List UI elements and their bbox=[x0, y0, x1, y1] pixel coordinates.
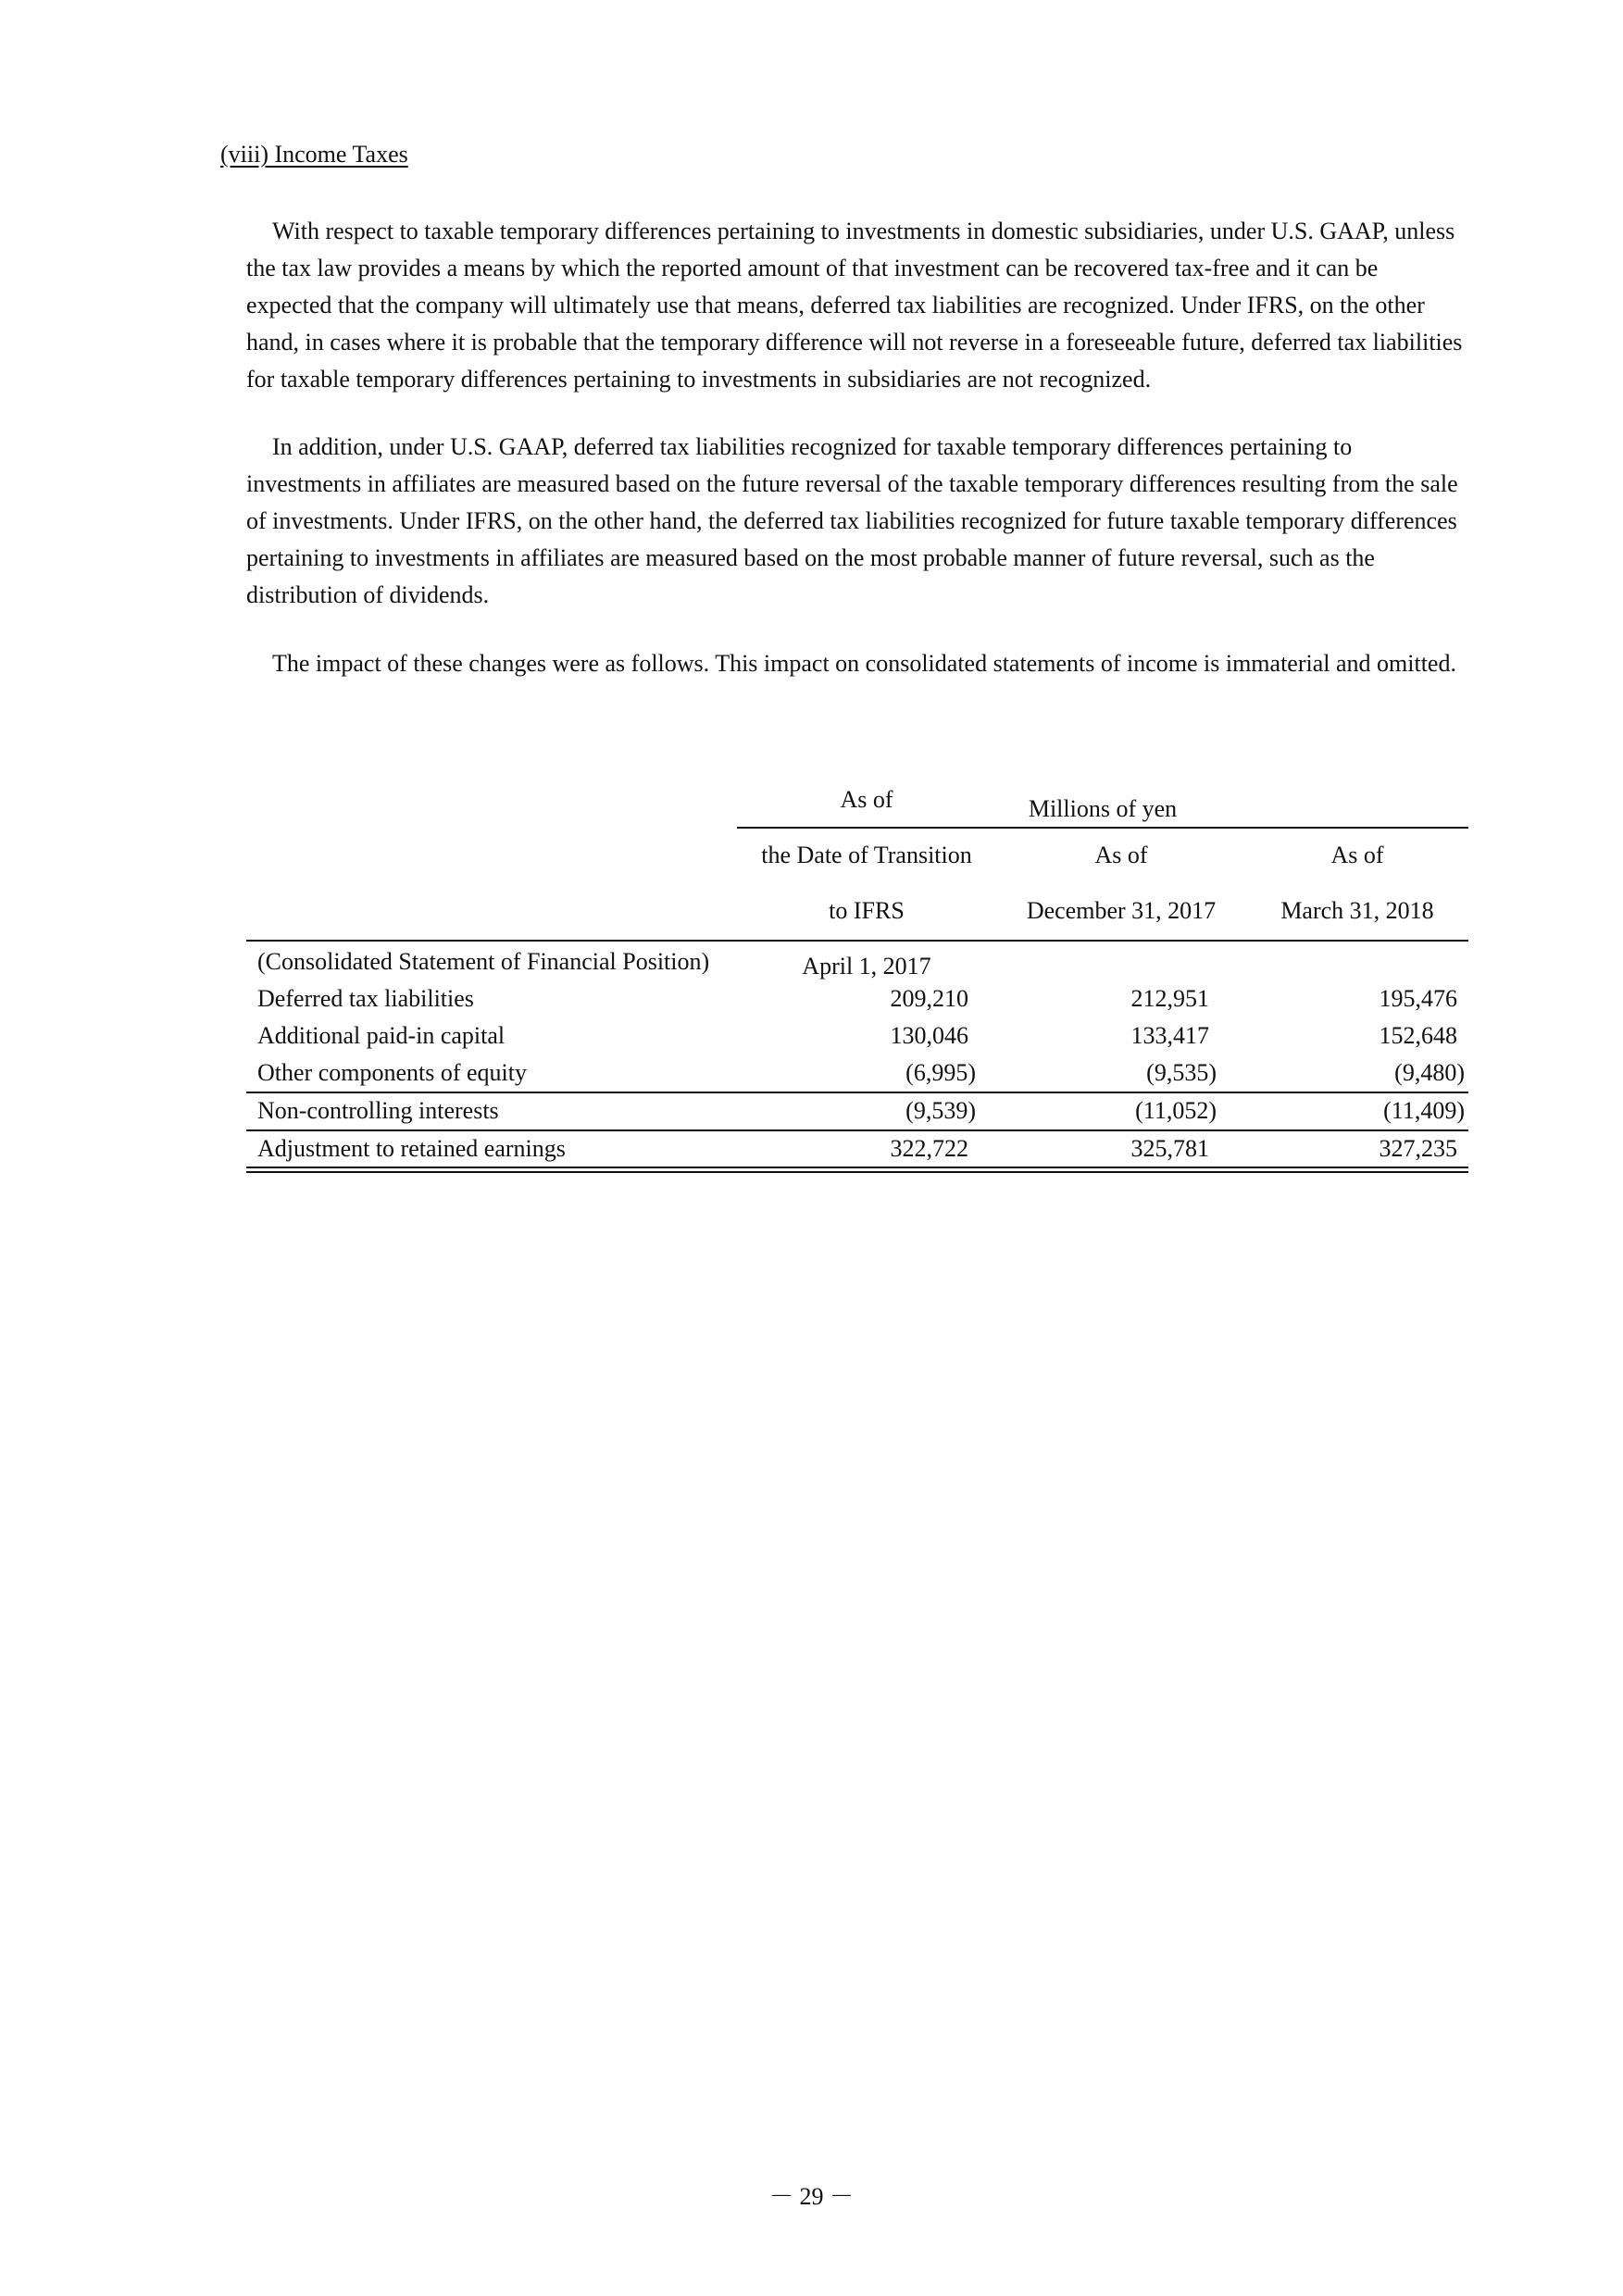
table-row bbox=[246, 1054, 1468, 1092]
row-label: Other components of equity bbox=[257, 1059, 527, 1086]
total-double-rule-bottom bbox=[246, 1171, 1468, 1173]
cell-value: (11,409) bbox=[1383, 1097, 1465, 1124]
paragraph-affiliates: In addition, under U.S. GAAP, deferred tax liabilities recognized for taxable temporary differences pertaining to investments in affiliates are measured based on the future reversal of the taxable temporary differences resulting from the sale of investments. Under IFRS, on the other hand, the deferred tax liabilities recognized for future taxable temporary differences pertaining to investments in affiliates are measured based on the most probable manner of future reversal, such as the distribution of dividends. bbox=[246, 433, 1458, 608]
cell-value: 152,648 bbox=[1379, 1022, 1457, 1049]
cell-value: 209,210 bbox=[890, 985, 968, 1012]
column-header-transition-date bbox=[737, 786, 996, 980]
row-label: Non-controlling interests bbox=[257, 1097, 499, 1124]
column-header-line: December 31, 2017 bbox=[1026, 897, 1217, 924]
table-row bbox=[246, 980, 1468, 1017]
table-section-row bbox=[246, 943, 1468, 980]
column-header-line: As of bbox=[1330, 842, 1384, 868]
cell-value: 133,417 bbox=[1130, 1022, 1209, 1049]
column-header-mar-2018 bbox=[1246, 827, 1468, 940]
cell-value: 322,722 bbox=[890, 1135, 968, 1162]
cell-value: (9,539) bbox=[905, 1097, 976, 1124]
cell-value: (6,995) bbox=[905, 1059, 976, 1086]
header-rule bbox=[246, 940, 1468, 942]
cell-value: 327,235 bbox=[1379, 1135, 1457, 1162]
cell-value: 195,476 bbox=[1379, 985, 1457, 1012]
table-row bbox=[246, 1017, 1468, 1054]
cell-value: (11,052) bbox=[1135, 1097, 1217, 1124]
paragraph-impact: The impact of these changes were as follows. This impact on consolidated statements of income is immaterial and omitted. bbox=[272, 650, 1456, 677]
cell-value: 212,951 bbox=[1130, 985, 1209, 1012]
unit-header: Millions of yen bbox=[737, 792, 1468, 829]
cell-value: 130,046 bbox=[890, 1022, 968, 1049]
row-label: Adjustment to retained earnings bbox=[257, 1135, 566, 1162]
table-row bbox=[246, 1092, 1468, 1129]
cell-value: (9,480) bbox=[1394, 1059, 1465, 1086]
column-header-line: April 1, 2017 bbox=[802, 953, 931, 980]
column-header-dec-2017 bbox=[996, 827, 1246, 940]
column-header-line: the Date of Transition bbox=[761, 842, 972, 868]
cell-value: (9,535) bbox=[1146, 1059, 1217, 1086]
column-header-line: As of bbox=[1094, 842, 1148, 868]
row-label: Additional paid-in capital bbox=[257, 1022, 506, 1049]
cell-value: 325,781 bbox=[1130, 1135, 1209, 1162]
section-label: (Consolidated Statement of Financial Position) bbox=[257, 948, 710, 975]
paragraph-subsidiaries: With respect to taxable temporary differences pertaining to investments in domestic subsidiaries, under U.S. GAAP, unless the tax law provides a means by which the reported amount of that investment can be recovered tax-free and it can be expected that the company will ultimately use that means, deferred tax liabilities are recognized. Under IFRS, on the other hand, in cases where it is probable that the temporary difference will not reverse in a foreseeable future, deferred tax liabilities for taxable temporary differences pertaining to investments in subsidiaries are not recognized. bbox=[246, 218, 1463, 393]
column-header-line: to IFRS bbox=[829, 897, 905, 924]
total-double-rule-top bbox=[246, 1167, 1468, 1168]
column-header-line: March 31, 2018 bbox=[1280, 897, 1434, 924]
column-header-line: As of bbox=[840, 786, 893, 813]
section-heading: (viii) Income Taxes bbox=[220, 141, 408, 168]
row-label: Deferred tax liabilities bbox=[257, 985, 474, 1012]
table-row-total bbox=[246, 1130, 1468, 1167]
page-number: － 29 － bbox=[768, 2183, 854, 2210]
